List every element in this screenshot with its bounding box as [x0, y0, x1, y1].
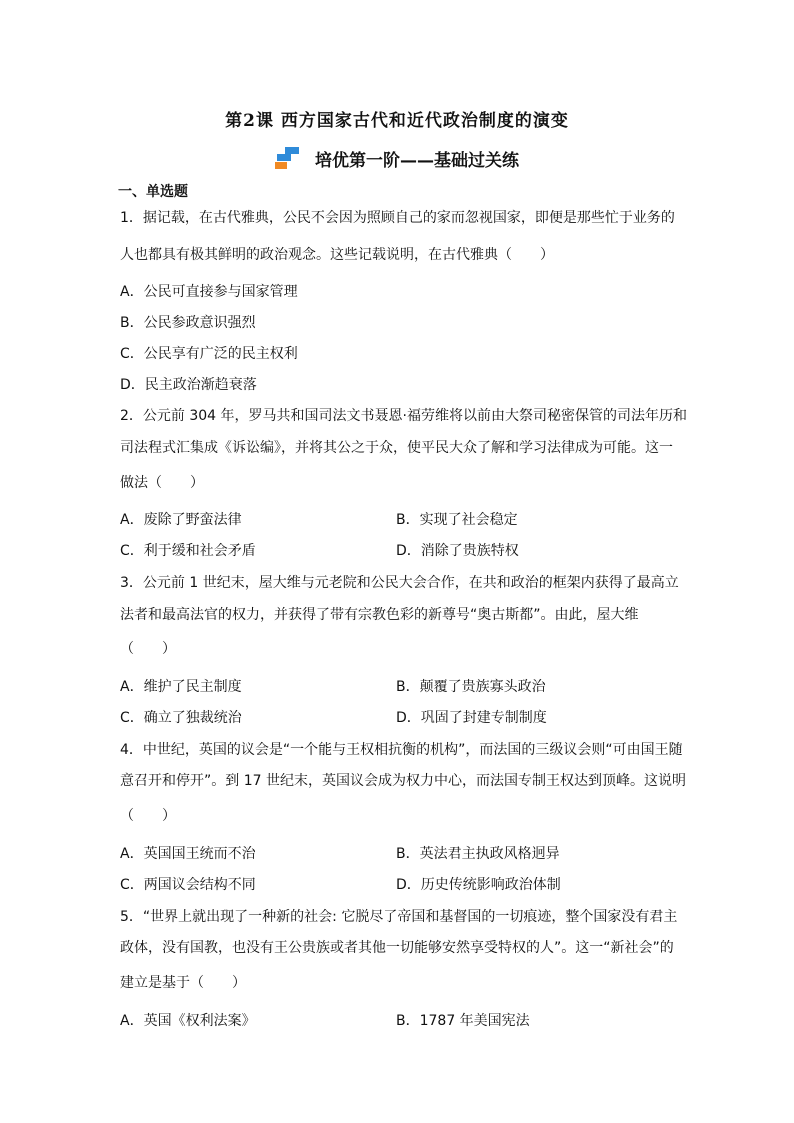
q2-option-d[interactable]: D．消除了贵族特权: [396, 543, 519, 559]
q4-option-d[interactable]: D．历史传统影响政治体制: [396, 877, 561, 893]
q1-option-b[interactable]: B．公民参政意识强烈: [120, 315, 256, 331]
q2-stem-line2: 司法程式汇集成《诉讼编》，并将其公之于众，使平民大众了解和学习法律成为可能。这一: [120, 440, 673, 456]
q3-option-a[interactable]: A．维护了民主制度: [120, 679, 242, 695]
section-heading: 一、单选题: [118, 184, 188, 200]
q2-option-a[interactable]: A．废除了野蛮法律: [120, 512, 242, 528]
q5-option-b[interactable]: B．1787 年美国宪法: [396, 1013, 530, 1029]
lesson-title: 第2课 西方国家古代和近代政治制度的演变: [225, 111, 569, 131]
q2-option-c[interactable]: C．利于缓和社会矛盾: [120, 543, 256, 559]
q3-option-b[interactable]: B．颠覆了贵族寡头政治: [396, 679, 546, 695]
q2-option-b[interactable]: B．实现了社会稳定: [396, 512, 518, 528]
stairs-logo-icon: [275, 147, 309, 169]
q3-stem-line2: 法者和最高法官的权力，并获得了带有宗教色彩的新尊号“奥古斯都”。由此，屋大维: [120, 607, 639, 623]
q4-option-c[interactable]: C．两国议会结构不同: [120, 877, 256, 893]
q3-stem-line1: 3．公元前 1 世纪末，屋大维与元老院和公民大会合作，在共和政治的框架内获得了最高立: [120, 575, 679, 591]
q3-option-d[interactable]: D．巩固了封建专制制度: [396, 710, 547, 726]
q1-option-c[interactable]: C．公民享有广泛的民主权利: [120, 346, 298, 362]
q2-stem-line1: 2．公元前 304 年，罗马共和国司法文书聂恩·福劳维将以前由大祭司秘密保管的司法年历和: [120, 408, 687, 424]
q5-stem-line1: 5．“世界上就出现了一种新的社会: 它脱尽了帝国和基督国的一切痕迹，整个国家没有君主: [120, 909, 678, 925]
q4-stem-line3: （ ）: [120, 808, 176, 824]
level-heading: [0, 146, 794, 171]
q1-stem-line2: 人也都具有极其鲜明的政治观念。这些记载说明，在古代雅典（ ）: [120, 247, 554, 263]
q4-stem-line2: 意召开和停开”。到 17 世纪末，英国议会成为权力中心，而法国专制王权达到顶峰。这说明: [120, 773, 686, 789]
q3-option-c[interactable]: C．确立了独裁统治: [120, 710, 242, 726]
q1-stem-line1: 1．据记载，在古代雅典，公民不会因为照顾自己的家而忽视国家，即便是那些忙于业务的: [120, 210, 675, 226]
q5-option-a[interactable]: A．英国《权利法案》: [120, 1013, 256, 1029]
q5-stem-line3: 建立是基于（ ）: [120, 975, 246, 991]
q1-option-a[interactable]: A．公民可直接参与国家管理: [120, 284, 298, 300]
q4-option-a[interactable]: A．英国国王统而不治: [120, 846, 256, 862]
q2-stem-line3: 做法（ ）: [120, 475, 204, 491]
q1-option-d[interactable]: D．民主政治渐趋衰落: [120, 377, 257, 393]
q3-stem-line3: （ ）: [120, 641, 176, 657]
q4-option-b[interactable]: B．英法君主执政风格迥异: [396, 846, 560, 862]
q4-stem-line1: 4．中世纪，英国的议会是“一个能与王权相抗衡的机构”，而法国的三级议会则“可由国王随: [120, 742, 683, 758]
q5-stem-line2: 政体，没有国教，也没有王公贵族或者其他一切能够安然享受特权的人”。这一“新社会”的: [120, 940, 674, 956]
level-heading-text: 培优第一阶——基础过关练: [315, 151, 519, 171]
